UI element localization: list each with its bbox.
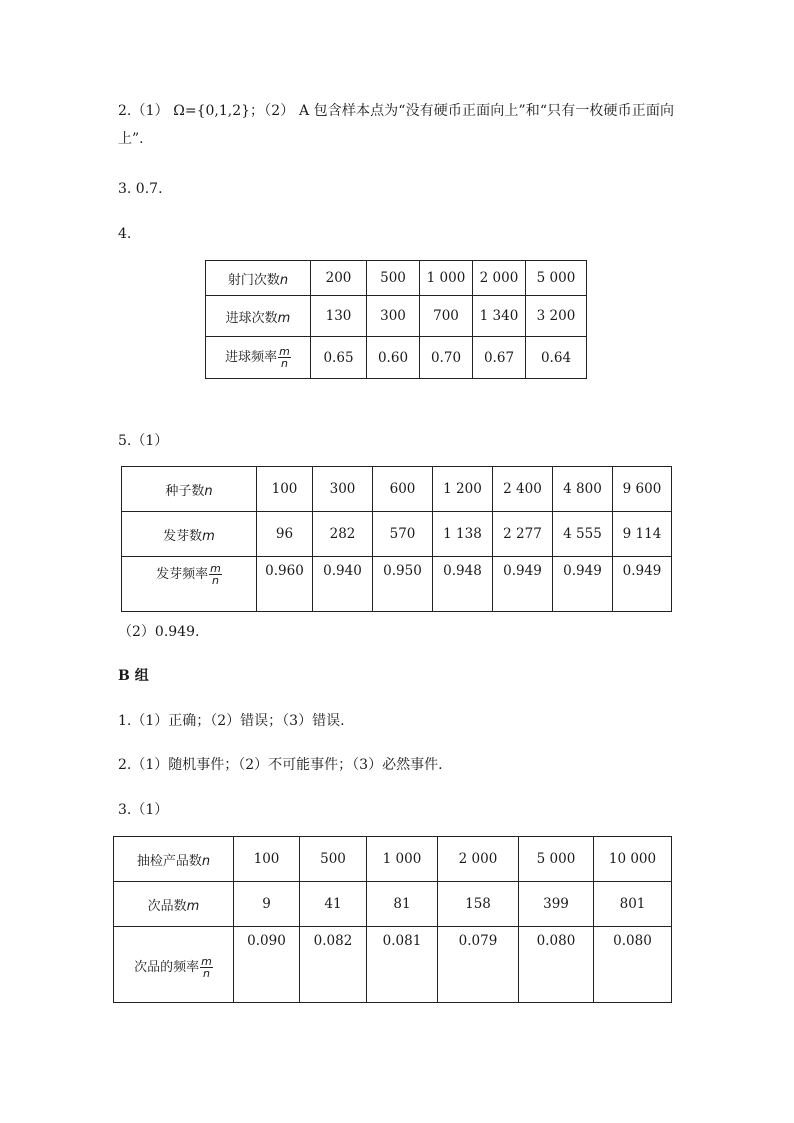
row-header: 次品的频率 $\frac{m}{n}$ (114, 927, 234, 1003)
table-cell: 1 200 (433, 467, 493, 512)
q5-table (121, 466, 672, 612)
q4-label: 4. (118, 226, 132, 242)
table-cell: 5 000 (519, 837, 594, 882)
table-cell: 570 (373, 512, 433, 557)
table-cell: 300 (313, 467, 373, 512)
table-cell: 0.950 (373, 557, 433, 612)
table-cell: 0.090 (234, 927, 300, 1003)
b-q3-table (113, 836, 672, 1003)
row-header: 进球次数m (206, 296, 311, 337)
table-cell: 9 114 (613, 512, 672, 557)
q2-text: 2.（1） Ω={0,1,2}；（2） A 包含样本点为“没有硬币正面向上”和“只有一枚硬币正面向上”. (118, 103, 674, 147)
table-cell: 9 600 (613, 467, 672, 512)
table-cell: 130 (311, 296, 367, 337)
table-row (122, 467, 672, 512)
table-cell: 0.65 (311, 337, 367, 379)
table-cell: 2 000 (438, 837, 519, 882)
table-cell: 4 800 (553, 467, 613, 512)
table-cell: 1 340 (473, 296, 526, 337)
table-row (122, 557, 672, 612)
table-cell: 0.949 (613, 557, 672, 612)
table-cell: 600 (373, 467, 433, 512)
table-cell: 2 000 (473, 261, 526, 296)
table-cell: 0.080 (594, 927, 672, 1003)
table-row (114, 927, 672, 1003)
table-cell: 0.948 (433, 557, 493, 612)
table-cell: 0.079 (438, 927, 519, 1003)
q5-label: 5.（1） (118, 433, 169, 449)
table-cell: 1 000 (420, 261, 473, 296)
table-row (206, 261, 587, 296)
row-header: 发芽数m (122, 512, 257, 557)
table-cell: 5 000 (526, 261, 587, 296)
table-cell: 0.60 (367, 337, 420, 379)
table-cell: 500 (300, 837, 367, 882)
row-header: 种子数n (122, 467, 257, 512)
table-cell: 0.70 (420, 337, 473, 379)
section-heading: B 组 (118, 668, 149, 684)
table-cell: 0.949 (493, 557, 553, 612)
table-cell: 0.081 (367, 927, 438, 1003)
fraction: $\frac{m}{n}$ (201, 955, 212, 980)
table-cell: 100 (234, 837, 300, 882)
table-cell: 801 (594, 882, 672, 927)
table-row (122, 512, 672, 557)
table-row (206, 337, 587, 379)
table-cell: 0.080 (519, 927, 594, 1003)
row-header: 抽检产品数n (114, 837, 234, 882)
table-cell: 399 (519, 882, 594, 927)
table-cell: 9 (234, 882, 300, 927)
q4-table (205, 260, 587, 379)
table-cell: 2 400 (493, 467, 553, 512)
table-cell: 4 555 (553, 512, 613, 557)
table-cell: 1 000 (367, 837, 438, 882)
row-header: 射门次数n (206, 261, 311, 296)
q5-part2: （2）0.949. (118, 624, 200, 640)
row-header: 次品数m (114, 882, 234, 927)
table-cell: 300 (367, 296, 420, 337)
q3-text: 3. 0.7. (118, 181, 163, 197)
table-cell: 0.64 (526, 337, 587, 379)
table-cell: 100 (257, 467, 313, 512)
table-cell: 3 200 (526, 296, 587, 337)
table-cell: 700 (420, 296, 473, 337)
table-cell: 10 000 (594, 837, 672, 882)
row-header: 发芽频率 $\frac{m}{n}$ (122, 557, 257, 612)
table-cell: 41 (300, 882, 367, 927)
table-cell: 1 138 (433, 512, 493, 557)
table-cell: 500 (367, 261, 420, 296)
table-cell: 0.960 (257, 557, 313, 612)
table-cell: 96 (257, 512, 313, 557)
table-cell: 0.082 (300, 927, 367, 1003)
row-header: 进球频率 $\frac{m}{n}$ (206, 337, 311, 379)
b-q1-text: 1.（1）正确；（2）错误；（3）错误. (118, 713, 345, 729)
b-q2-text: 2.（1）随机事件；（2）不可能事件；（3）必然事件. (118, 757, 443, 773)
table-cell: 0.949 (553, 557, 613, 612)
table-row (206, 296, 587, 337)
table-cell: 81 (367, 882, 438, 927)
table-cell: 0.67 (473, 337, 526, 379)
table-cell: 2 277 (493, 512, 553, 557)
fraction: $\frac{m}{n}$ (210, 562, 221, 587)
table-cell: 200 (311, 261, 367, 296)
fraction: $\frac{m}{n}$ (279, 345, 290, 370)
table-row (114, 882, 672, 927)
table-row (114, 837, 672, 882)
table-cell: 158 (438, 882, 519, 927)
table-cell: 0.940 (313, 557, 373, 612)
b-q3-label: 3.（1） (118, 802, 169, 818)
table-cell: 282 (313, 512, 373, 557)
